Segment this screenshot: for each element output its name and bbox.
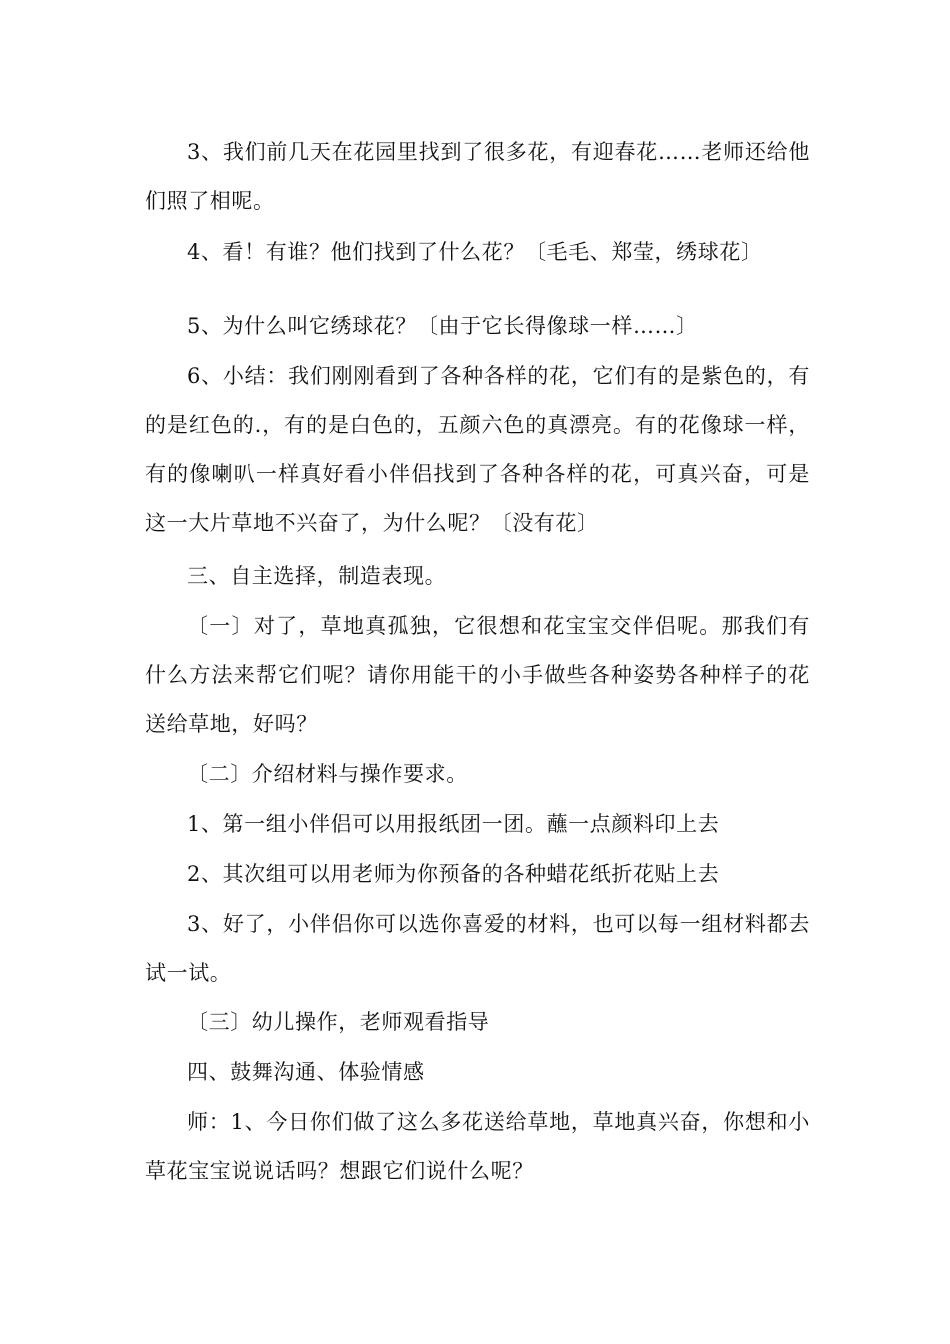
paragraph-part-one: 〔一〕对了，草地真孤独，它很想和花宝宝交伴侣呢。那我们有什么方法来帮它们呢？请你用能干的小手做些各种姿势各种样子的花送给草地，好吗？ (145, 614, 810, 736)
paragraph-material-1: 1、第一组小伴侣可以用报纸团一团。蘸一点颜料印上去 (187, 812, 720, 836)
paragraph-step-4: 4、看！有谁？他们找到了什么花？〔毛毛、郑莹，绣球花〕 (187, 240, 763, 264)
paragraph-material-2: 2、其次组可以用老师为你预备的各种蜡花纸折花贴上去 (187, 862, 720, 886)
paragraph-step-3: 3、我们前几天在花园里找到了很多花，有迎春花……老师还给他们照了相呢。 (145, 140, 810, 213)
paragraph-material-3: 3、好了，小伴侣你可以选你喜爱的材料，也可以每一组材料都去试一试。 (145, 912, 810, 985)
paragraph-part-three: 〔三〕幼儿操作，老师观看指导 (187, 1010, 490, 1034)
paragraph-step-5: 5、为什么叫它绣球花？〔由于它长得像球一样……〕 (187, 314, 698, 338)
section-heading-three: 三、自主选择，制造表现。 (187, 564, 447, 588)
paragraph-summary: 6、小结：我们刚刚看到了各种各样的花，它们有的是紫色的，有的是红色的.，有的是白色的，五颜六色的真漂亮。有的花像球一样，有的像喇叭一样真好看小伴侣找到了各种各样的花，可真兴奋，可是这一大片草地不兴奋了，为什么呢？〔没有花〕 (145, 364, 810, 535)
section-heading-four: 四、鼓舞沟通、体验情感 (187, 1060, 425, 1084)
paragraph-part-two: 〔二〕介绍材料与操作要求。 (187, 762, 468, 786)
paragraph-teacher: 师：1、今日你们做了这么多花送给草地，草地真兴奋，你想和小草花宝宝说说话吗？想跟它们说什么呢？ (145, 1110, 810, 1183)
